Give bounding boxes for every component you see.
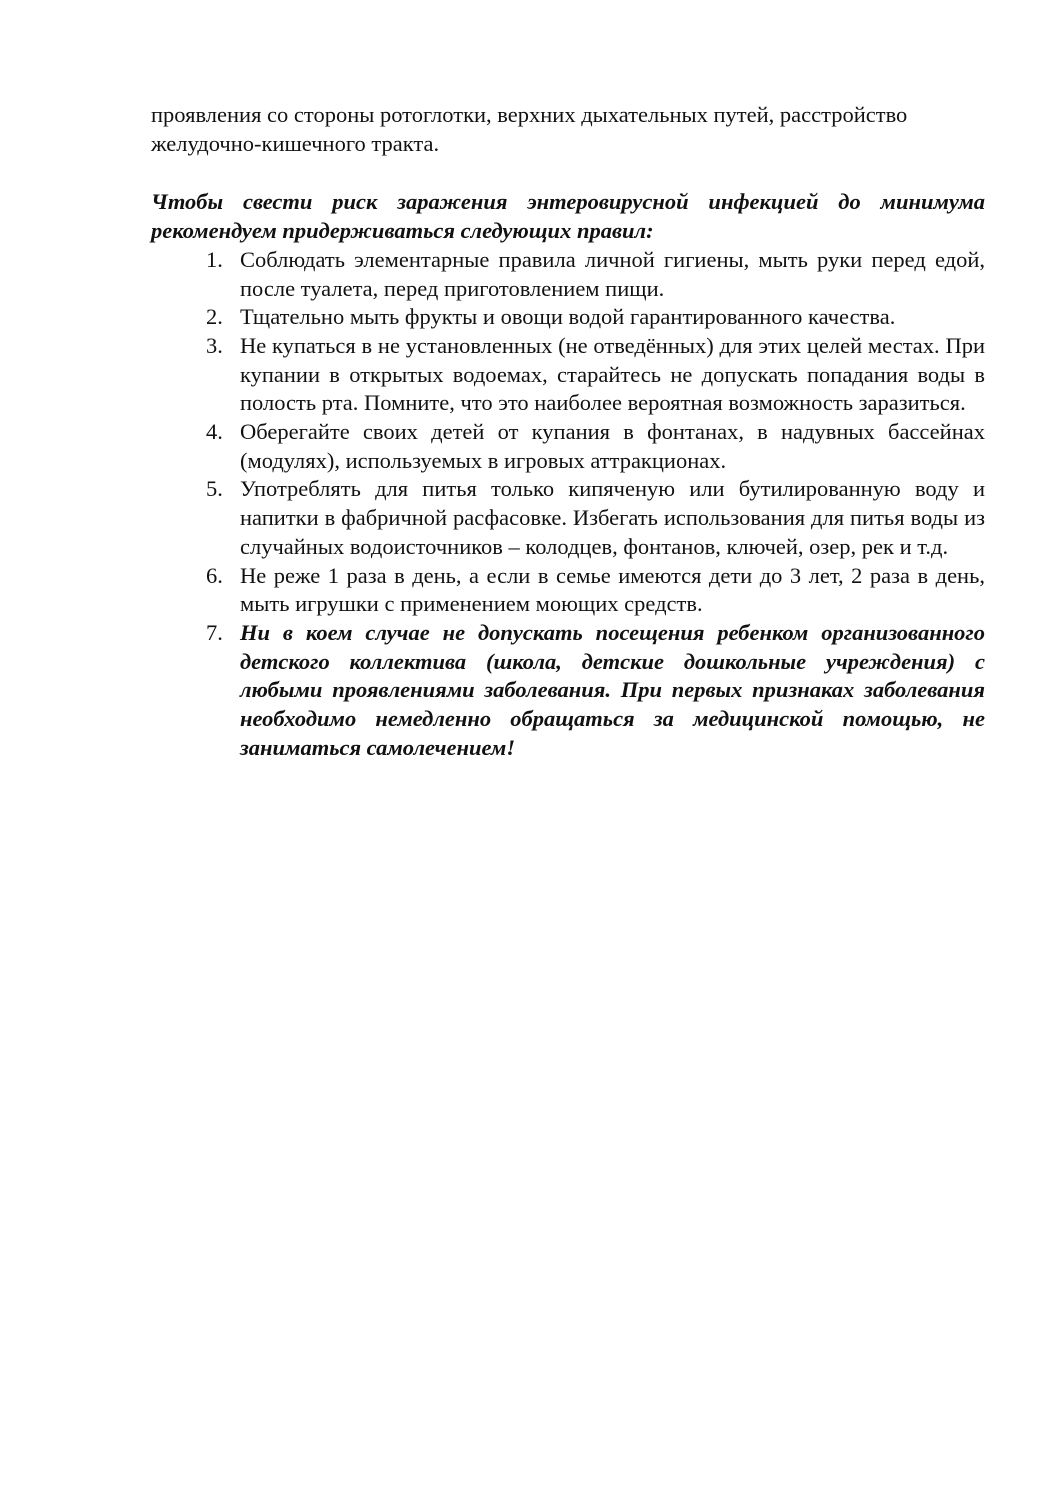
rule-item-5 bbox=[151, 475, 985, 561]
rule-item-7 bbox=[151, 619, 985, 763]
rule-item-6 bbox=[151, 562, 985, 619]
rule-text: Соблюдать элементарные правила личной гигиены, мыть руки перед едой, после туалета, перед приготовлением пищи. bbox=[240, 246, 985, 301]
rules-heading: Чтобы свести риск заражения энтеровирусной инфекцией до минимума рекомендуем придерживаться следующих правил: bbox=[151, 189, 985, 244]
rule-text: Тщательно мыть фрукты и овощи водой гарантированного качества. bbox=[240, 304, 896, 330]
rule-text: Ни в коем случае не допускать посещения ребенком организованного детского коллектива (школа, детские дошкольные учреждения) с любыми проявлениями заболевания. При первых признаках заболевания необходимо немедленно обращаться за медицинской помощью, не заниматься самолечением! bbox=[240, 619, 985, 760]
page-content bbox=[151, 101, 985, 762]
rule-number: 1. bbox=[206, 246, 223, 272]
rule-number: 2. bbox=[206, 304, 223, 330]
rule-item-2 bbox=[151, 303, 985, 332]
intro-paragraph: проявления со стороны ротоглотки, верхних дыхательных путей, расстройство желудочно-кишечного тракта. bbox=[151, 102, 908, 156]
rules-list bbox=[151, 246, 985, 763]
rule-text: Не реже 1 раза в день, а если в семье имеются дети до 3 лет, 2 раза в день, мыть игрушки с применением моющих средств. bbox=[240, 562, 985, 617]
rule-text: Не купаться в не установленных (не отведённых) для этих целей местах. При купании в открытых водоемах, старайтесь не допускать попадания воды в полость рта. Помните, что это наиболее вероятная возможность заразиться. bbox=[240, 332, 985, 416]
rule-number: 3. bbox=[206, 332, 223, 358]
rule-item-4 bbox=[151, 418, 985, 475]
rule-number: 7. bbox=[206, 619, 223, 645]
rule-item-1 bbox=[151, 246, 985, 303]
rule-text: Оберегайте своих детей от купания в фонтанах, в надувных бассейнах (модулях), используемых в игровых аттракционах. bbox=[240, 419, 985, 473]
rule-number: 4. bbox=[206, 419, 223, 445]
rule-number: 6. bbox=[206, 562, 223, 588]
rule-text: Употреблять для питья только кипяченую или бутилированную воду и напитки в фабричной расфасовке. Избегать использования для питья воды из случайных водоисточников – колодцев, фонтанов, ключей, озер, рек и т.д. bbox=[240, 476, 985, 559]
rule-number: 5. bbox=[206, 476, 223, 502]
rule-item-3 bbox=[151, 332, 985, 418]
